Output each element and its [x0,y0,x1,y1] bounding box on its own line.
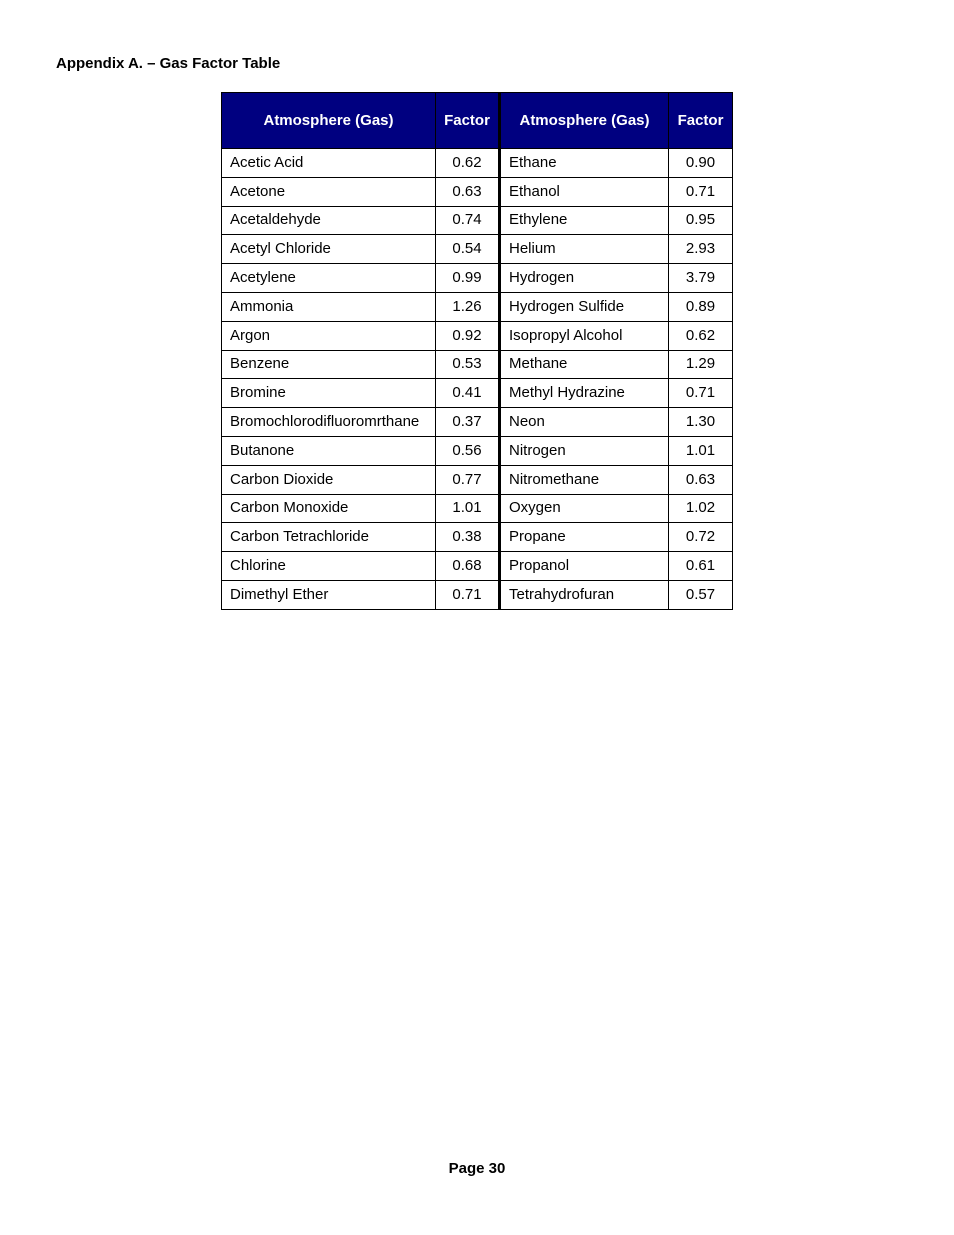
header-atmosphere-gas: Atmosphere (Gas) [222,93,436,149]
factor-cell: 2.93 [669,235,733,264]
factor-cell: 0.41 [436,379,500,408]
table-row [222,494,733,523]
header-factor: Factor [436,93,500,149]
gas-name-cell: Helium [500,235,669,264]
gas-name-cell: Argon [222,321,436,350]
header-atmosphere-gas: Atmosphere (Gas) [500,93,669,149]
table-row [222,552,733,581]
factor-cell: 0.63 [436,177,500,206]
table-row [222,149,733,178]
factor-cell: 0.54 [436,235,500,264]
gas-name-cell: Tetrahydrofuran [500,580,669,609]
factor-cell: 0.53 [436,350,500,379]
gas-name-cell: Dimethyl Ether [222,580,436,609]
gas-name-cell: Butanone [222,436,436,465]
table-row [222,177,733,206]
gas-name-cell: Ethane [500,149,669,178]
factor-cell: 0.57 [669,580,733,609]
factor-cell: 0.56 [436,436,500,465]
gas-name-cell: Isopropyl Alcohol [500,321,669,350]
gas-factor-table [221,92,733,610]
factor-cell: 0.38 [436,523,500,552]
factor-cell: 0.71 [669,379,733,408]
gas-name-cell: Ethanol [500,177,669,206]
gas-name-cell: Nitrogen [500,436,669,465]
gas-name-cell: Hydrogen [500,264,669,293]
table-row [222,350,733,379]
table-row [222,465,733,494]
gas-name-cell: Carbon Dioxide [222,465,436,494]
factor-cell: 0.99 [436,264,500,293]
factor-cell: 0.37 [436,408,500,437]
factor-cell: 0.62 [436,149,500,178]
page-number: Page 30 [448,1160,506,1177]
gas-name-cell: Carbon Tetrachloride [222,523,436,552]
factor-cell: 1.02 [669,494,733,523]
gas-name-cell: Hydrogen Sulfide [500,292,669,321]
table-row [222,523,733,552]
gas-name-cell: Nitromethane [500,465,669,494]
gas-name-cell: Chlorine [222,552,436,581]
gas-name-cell: Acetyl Chloride [222,235,436,264]
table-row [222,235,733,264]
gas-name-cell: Bromochlorodifluoromrthane [222,408,436,437]
table-row [222,264,733,293]
gas-name-cell: Benzene [222,350,436,379]
gas-name-cell: Methyl Hydrazine [500,379,669,408]
factor-cell: 3.79 [669,264,733,293]
factor-cell: 1.30 [669,408,733,437]
table-row [222,408,733,437]
factor-cell: 1.01 [436,494,500,523]
header-factor: Factor [669,93,733,149]
table-header-row [222,93,733,149]
factor-cell: 0.63 [669,465,733,494]
factor-cell: 0.95 [669,206,733,235]
table-row [222,436,733,465]
gas-name-cell: Oxygen [500,494,669,523]
factor-cell: 1.26 [436,292,500,321]
gas-name-cell: Acetone [222,177,436,206]
table-row [222,206,733,235]
factor-cell: 0.72 [669,523,733,552]
gas-name-cell: Ammonia [222,292,436,321]
gas-name-cell: Propanol [500,552,669,581]
table-row [222,379,733,408]
gas-name-cell: Methane [500,350,669,379]
factor-cell: 0.71 [669,177,733,206]
factor-cell: 0.71 [436,580,500,609]
gas-name-cell: Acetaldehyde [222,206,436,235]
table-row [222,580,733,609]
gas-name-cell: Bromine [222,379,436,408]
factor-cell: 0.77 [436,465,500,494]
factor-cell: 0.62 [669,321,733,350]
factor-cell: 1.01 [669,436,733,465]
factor-cell: 0.90 [669,149,733,178]
gas-name-cell: Carbon Monoxide [222,494,436,523]
factor-cell: 0.89 [669,292,733,321]
table-row [222,321,733,350]
gas-name-cell: Acetylene [222,264,436,293]
factor-cell: 0.68 [436,552,500,581]
page-heading: Appendix A. – Gas Factor Table [56,55,281,72]
factor-cell: 0.74 [436,206,500,235]
factor-cell: 1.29 [669,350,733,379]
factor-cell: 0.61 [669,552,733,581]
factor-cell: 0.92 [436,321,500,350]
table-row [222,292,733,321]
gas-name-cell: Neon [500,408,669,437]
gas-name-cell: Acetic Acid [222,149,436,178]
gas-name-cell: Ethylene [500,206,669,235]
gas-name-cell: Propane [500,523,669,552]
